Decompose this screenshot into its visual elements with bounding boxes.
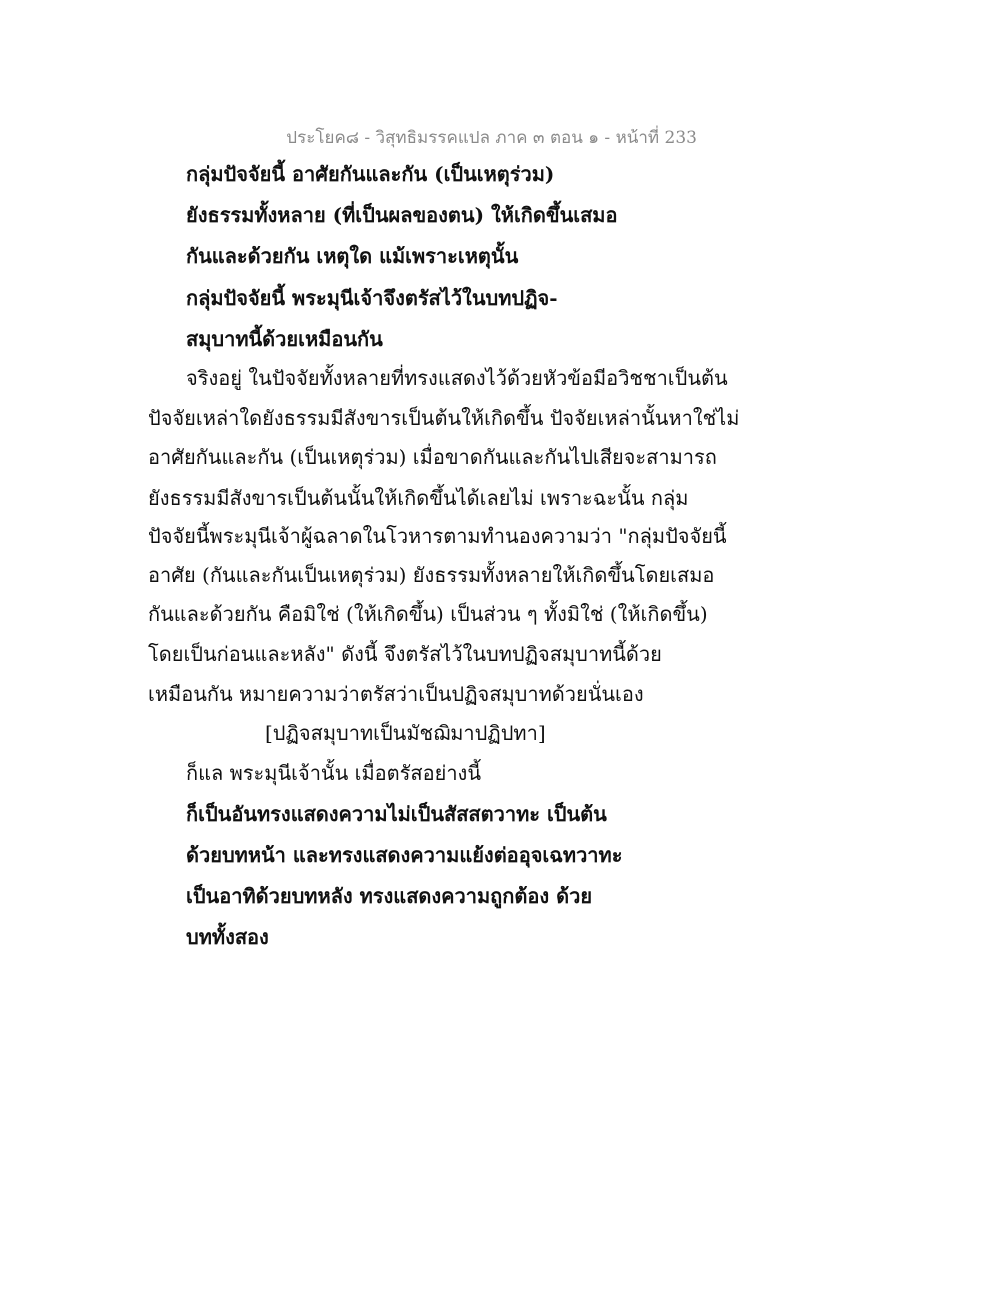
paragraph1-line-4: ยังธรรมมีสังขารเป็นต้นนั้นให้เกิดขึ้นได้เลยไม่ เพราะฉะนั้น กลุ่ม [148,486,689,510]
verse1-line-1: กลุ่มปัจจัยนี้ อาศัยกันและกัน (เป็นเหตุร่วม) [186,162,555,186]
intro-line: ก็แล พระมุนีเจ้านั้น เมื่อตรัสอย่างนี้ [186,761,481,785]
paragraph1-line-8: โดยเป็นก่อนและหลัง" ดังนี้ จึงตรัสไว้ในบทปฏิจสมุบาทนี้ด้วย [148,642,662,666]
verse2-line-2: ด้วยบทหน้า และทรงแสดงความแย้งต่ออุจเฉทวาทะ [186,843,623,867]
paragraph1-line-9: เหมือนกัน หมายความว่าตรัสว่าเป็นปฏิจสมุบาทด้วยนั่นเอง [148,682,644,706]
verse2-line-4: บททั้งสอง [186,925,269,949]
paragraph1-line-2: ปัจจัยเหล่าใดยังธรรมมีสังขารเป็นต้นให้เกิดขึ้น ปัจจัยเหล่านั้นหาใช่ไม่ [148,406,740,430]
verse1-line-3: กันและด้วยกัน เหตุใด แม้เพราะเหตุนั้น [186,244,519,268]
paragraph1-line-6: อาศัย (กันและกันเป็นเหตุร่วม) ยังธรรมทั้งหลายให้เกิดขึ้นโดยเสมอ [148,563,715,587]
verse1-line-2: ยังธรรมทั้งหลาย (ที่เป็นผลของตน) ให้เกิดขึ้นเสมอ [186,203,618,227]
page-header: ประโยค๘ - วิสุทธิมรรคแปล ภาค ๓ ตอน ๑ - หน้าที่ 233 [286,128,697,148]
paragraph1-line-3: อาศัยกันและกัน (เป็นเหตุร่วม) เมื่อขาดกันและกันไปเสียจะสามารถ [148,445,717,469]
verse2-line-1: ก็เป็นอันทรงแสดงความไม่เป็นสัสสตวาทะ เป็นต้น [186,802,607,826]
section-heading: [ปฏิจสมุบาทเป็นมัชฌิมาปฏิปทา] [265,721,546,745]
verse1-line-5: สมุบาทนี้ด้วยเหมือนกัน [186,327,383,351]
verse1-line-4: กลุ่มปัจจัยนี้ พระมุนีเจ้าจึงตรัสไว้ในบทปฏิจ- [186,286,558,310]
paragraph1-line-1: จริงอยู่ ในปัจจัยทั้งหลายที่ทรงแสดงไว้ด้วยหัวข้อมีอวิชชาเป็นต้น [186,366,728,390]
paragraph1-line-5: ปัจจัยนี้พระมุนีเจ้าผู้ฉลาดในโวหารตามทำนองความว่า "กลุ่มปัจจัยนี้ [148,524,727,548]
verse2-line-3: เป็นอาทิด้วยบทหลัง ทรงแสดงความถูกต้อง ด้วย [186,884,593,908]
paragraph1-line-7: กันและด้วยกัน คือมิใช่ (ให้เกิดขึ้น) เป็นส่วน ๆ ทั้งมิใช่ (ให้เกิดขึ้น) [148,602,708,626]
